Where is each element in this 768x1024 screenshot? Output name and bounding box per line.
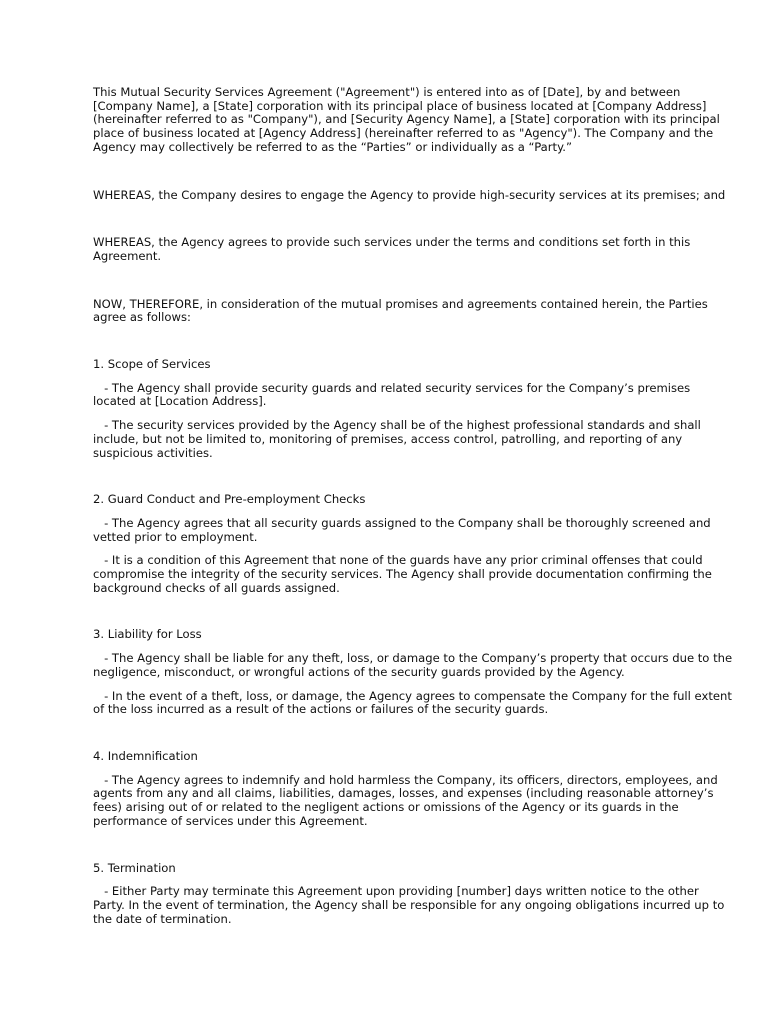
document-page	[93, 85, 736, 926]
section-paragraph: - The Agency agrees to indemnify and hold harmless the Company, its officers, directors, employees, and agents from any and all claims, liabilities, damages, losses, and expenses (including reasonable attorney’s fees) arising out of or related to the negligent actions or omissions of the Agency or its guards in the performance of services under this Agreement.	[93, 772, 722, 828]
section-paragraph: - The Agency shall provide security guards and related security services for the Company’s premises located at [Location Address].	[93, 380, 694, 409]
section-heading-termination: 5. Termination	[93, 860, 176, 875]
section-heading-guard-conduct: 2. Guard Conduct and Pre-employment Checks	[93, 492, 366, 507]
intro-paragraph: This Mutual Security Services Agreement ("Agreement") is entered into as of [Date], by and between [Company Name], a [State] corporation with its principal place of business located at [Company Address] (hereinafter referred to as "Company"), and [Security Agency Name], a [State] corporation with its principal place of business located at [Agency Address] (hereinafter referred to as "Agency"). The Company and the Agency may collectively be referred to as the “Parties” or individually as a “Party.”	[93, 85, 720, 154]
now-therefore-clause: NOW, THEREFORE, in consideration of the mutual promises and agreements contained herein, the Parties agree as follows:	[93, 296, 708, 325]
section-paragraph: - The security services provided by the Agency shall be of the highest professional standards and shall include, but not be limited to, monitoring of premises, access control, patrolling, and reporting of any suspicious activities.	[93, 418, 705, 460]
section-paragraph: - The Agency agrees that all security guards assigned to the Company shall be thoroughly screened and vetted prior to employment.	[93, 515, 715, 544]
whereas-clause-2: WHEREAS, the Agency agrees to provide such services under the terms and conditions set forth in this Agreement.	[93, 235, 691, 263]
section-paragraph: - The Agency shall be liable for any theft, loss, or damage to the Company’s property that occurs due to the negligence, misconduct, or wrongful actions of the security guards provided by the Agency.	[93, 651, 736, 679]
section-paragraph: - In the event of a theft, loss, or damage, the Agency agrees to compensate the Company for the full extent of the loss incurred as a result of the actions or failures of the security guards.	[93, 688, 736, 717]
section-heading-indemnification: 4. Indemnification	[93, 748, 198, 763]
whereas-clause-1: WHEREAS, the Company desires to engage the Agency to provide high-security services at its premises; and	[93, 187, 726, 202]
section-heading-liability: 3. Liability for Loss	[93, 627, 202, 642]
section-paragraph: - Either Party may terminate this Agreement upon providing [number] days written notice to the other Party. In the event of termination, the Agency shall be responsible for any ongoing obligations incurred up to the date of termination.	[93, 884, 729, 926]
section-heading-scope: 1. Scope of Services	[93, 357, 211, 372]
section-paragraph: - It is a condition of this Agreement that none of the guards have any prior criminal offenses that could compromise the integrity of the security services. The Agency shall provide documentation confirming the background checks of all guards assigned.	[93, 553, 716, 595]
